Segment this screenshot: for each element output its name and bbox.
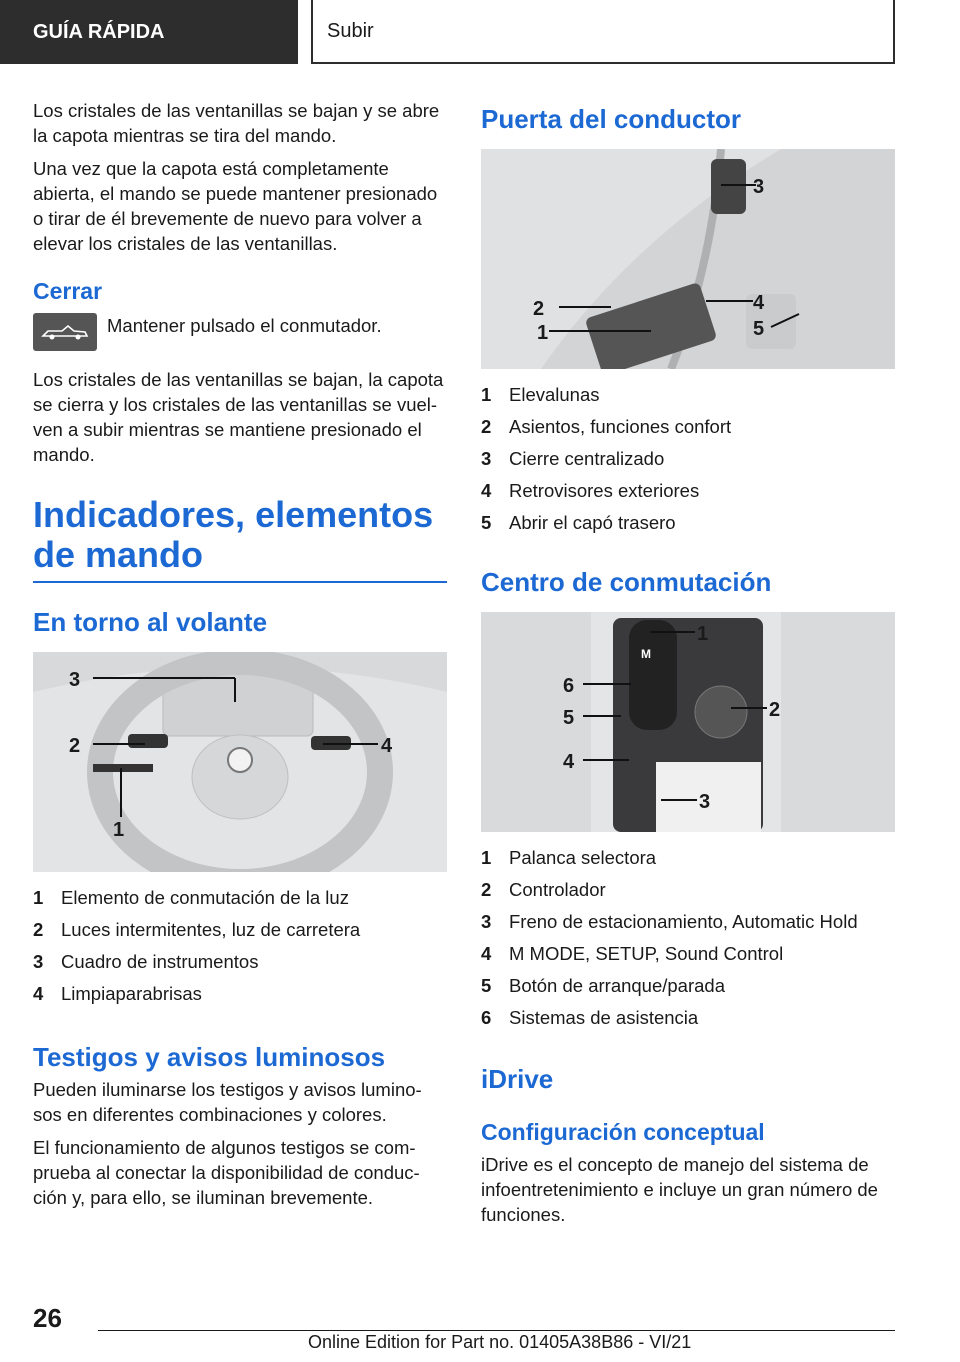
list-item: 3 Freno de estacionamiento, Automatic Hold — [481, 911, 858, 932]
list-item: 3 Cierre centralizado — [481, 448, 665, 469]
callout-2: 2 — [69, 735, 81, 757]
callout-3: 3 — [69, 669, 81, 691]
left-column — [33, 98, 447, 1218]
heading-rule — [33, 581, 447, 583]
list-item: 2 Luces intermitentes, luz de carretera — [33, 919, 361, 940]
callout-5: 5 — [563, 707, 575, 729]
idrive-heading: iDrive — [481, 1064, 554, 1094]
list-item: 5 Abrir el capó trasero — [481, 512, 676, 533]
right-column — [481, 98, 895, 1235]
cerrar-heading: Cerrar — [33, 278, 103, 304]
callout-6: 6 — [563, 675, 575, 697]
center-console-figure — [481, 612, 895, 832]
steering-wheel-figure — [33, 652, 447, 872]
callout-4: 4 — [381, 735, 393, 757]
callout-1: 1 — [537, 322, 549, 344]
callout-4: 4 — [563, 751, 575, 773]
paragraph: Los cristales de las ventanillas se bajan y se abre la capota mientras se tira del mando. — [33, 100, 440, 146]
list-item: 4 Retrovisores exteriores — [481, 480, 700, 501]
list-item: 2 Controlador — [481, 879, 606, 900]
list-item: 1 Palanca selectora — [481, 847, 657, 868]
paragraph: Una vez que la capota está completamente abierta, el mando se puede mantener presionado o tirar de él brevemente de nuevo para volver a elevar los cristales de las ventanillas. — [33, 158, 438, 254]
driver-door-figure — [481, 149, 895, 369]
callout-4: 4 — [753, 292, 765, 314]
paragraph: Pueden iluminarse los testigos y avisos lumino- sos en diferentes combinaciones y colores. — [33, 1079, 422, 1125]
list-item: 3 Cuadro de instrumentos — [33, 951, 259, 972]
list-item: 5 Botón de arranque/parada — [481, 975, 726, 996]
nav-up-label: Subir — [327, 19, 374, 42]
callout-1: 1 — [113, 819, 125, 841]
callout-5: 5 — [753, 318, 765, 340]
volante-legend — [33, 882, 447, 1010]
callout-2: 2 — [533, 298, 545, 320]
callout-2: 2 — [769, 699, 781, 721]
list-item: 4 M MODE, SETUP, Sound Control — [481, 943, 784, 964]
list-item: 4 Limpiaparabrisas — [33, 983, 202, 1004]
list-item: 2 Asientos, funciones confort — [481, 416, 732, 437]
list-item: 1 Elevalunas — [481, 384, 600, 405]
list-item: 6 Sistemas de asistencia — [481, 1007, 699, 1028]
callout-3: 3 — [699, 791, 711, 813]
callout-3: 3 — [753, 176, 765, 198]
paragraph: iDrive es el concepto de manejo del sistema de infoentretenimiento e incluye un gran número de funciones. — [481, 1154, 878, 1225]
footer-rule — [98, 1330, 895, 1331]
section-label: GUÍA RÁPIDA — [33, 20, 165, 43]
volante-heading: En torno al volante — [33, 607, 268, 637]
testigos-heading: Testigos y avisos luminosos — [33, 1042, 386, 1072]
nav-up-link[interactable] — [311, 0, 895, 64]
centro-heading: Centro de conmutación — [481, 567, 772, 597]
puerta-legend — [481, 379, 895, 539]
svg-text:M: M — [641, 647, 651, 661]
main-heading: Indicadores, elementos de mando — [33, 494, 434, 575]
puerta-heading: Puerta del conductor — [481, 104, 742, 134]
list-item: 1 Elemento de conmutación de la luz — [33, 887, 349, 908]
paragraph: Los cristales de las ventanillas se bajan, la capota se cierra y los cristales de las ventanillas se vuel- ven a subir mientras se mantiene presionado el mando. — [33, 369, 444, 465]
cerrar-instruction — [33, 313, 447, 351]
edition-note: Online Edition for Part no. 01405A38B86 - VI/21 — [308, 1332, 692, 1352]
config-heading: Configuración conceptual — [481, 1119, 765, 1145]
car-convertible-icon — [33, 313, 97, 351]
section-tab — [0, 0, 298, 64]
page-number: 26 — [33, 1303, 62, 1333]
centro-legend — [481, 842, 895, 1034]
paragraph: El funcionamiento de algunos testigos se com- prueba al conectar la disponibilidad de conduc- ción y, para ello, se iluminan brevemente. — [33, 1137, 420, 1208]
cerrar-text: Mantener pulsado el conmutador. — [107, 315, 382, 336]
callout-1: 1 — [697, 623, 709, 645]
